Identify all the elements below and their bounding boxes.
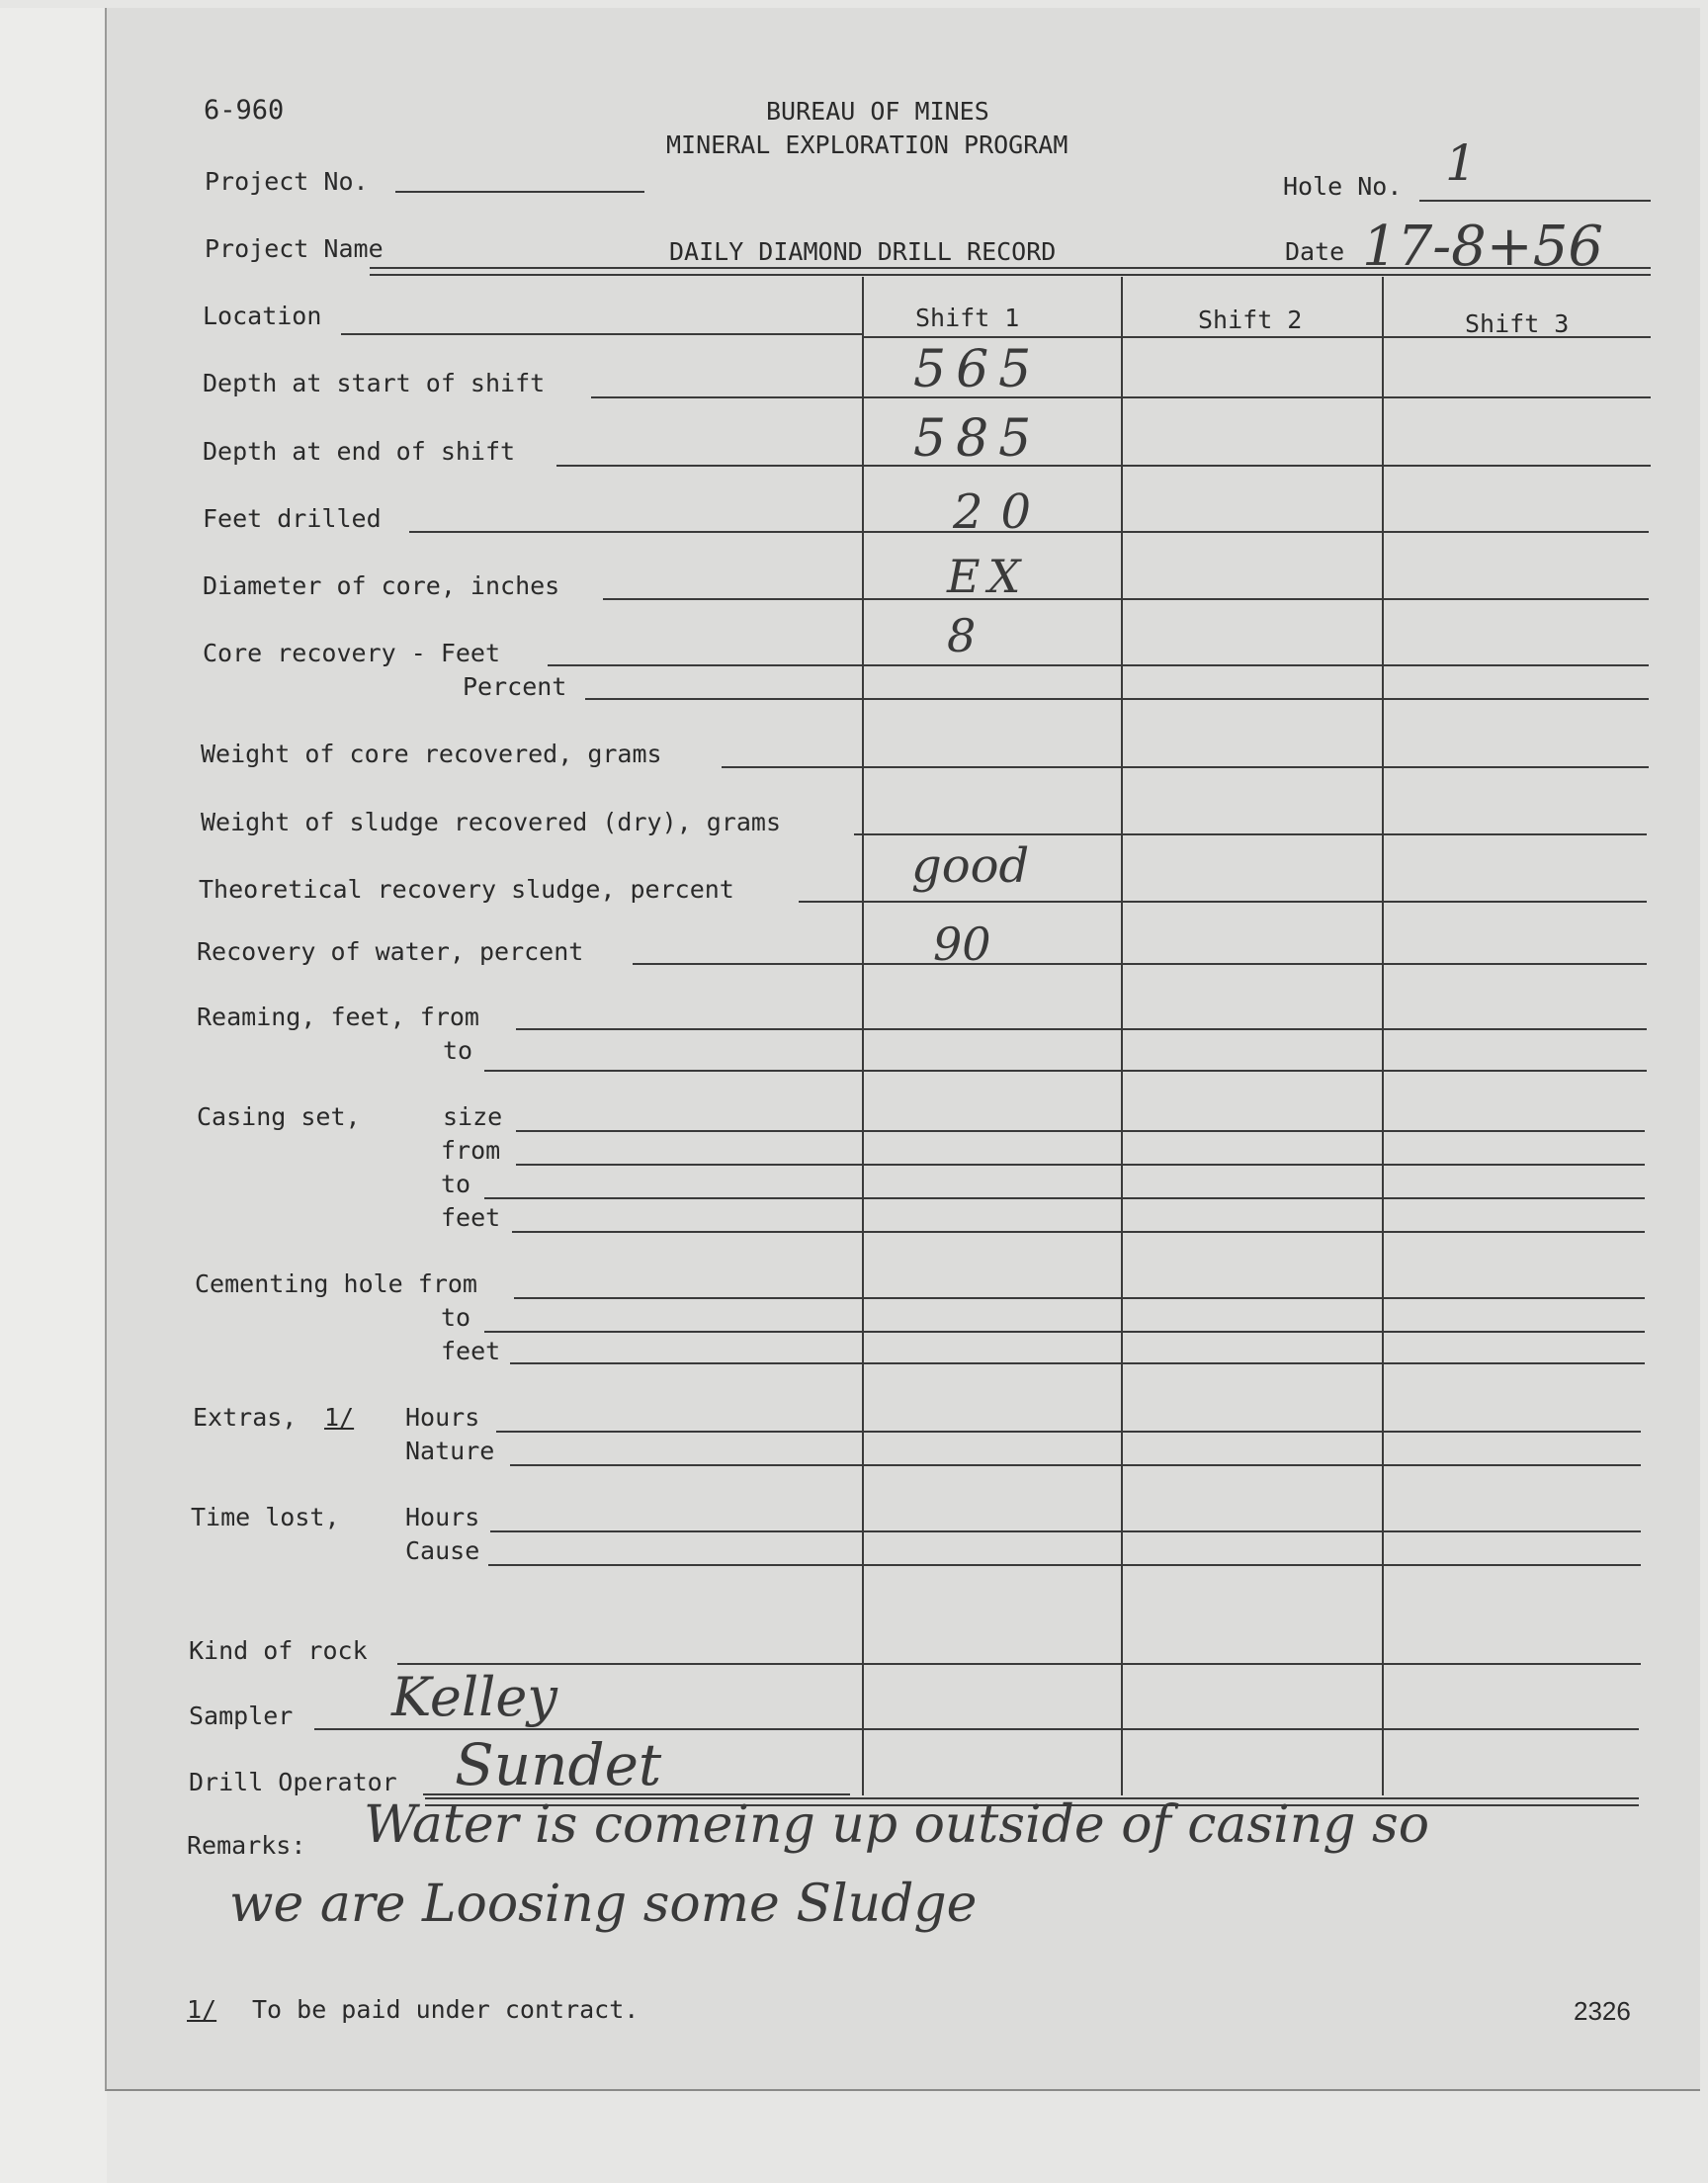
date-value: 17-8+56 [1362, 215, 1603, 279]
depth-start-label: Depth at start of shift [203, 369, 546, 397]
page-number: 2326 [1574, 1996, 1631, 2026]
depth-start-row-line [591, 396, 1651, 398]
date-label: Date [1285, 237, 1345, 266]
diameter-row-line [603, 598, 1649, 600]
time-lost-hours-row-line [490, 1530, 1641, 1532]
time-lost-cause-row-line [488, 1564, 1641, 1566]
remarks-line-1: Water is comeing up outside of casing so [364, 1795, 1430, 1855]
extras-hours-row-line [496, 1431, 1641, 1433]
theoretical-sludge-label: Theoretical recovery sludge, percent [199, 875, 734, 904]
shift1-depth-end: 585 [913, 409, 1042, 469]
weight-core-label: Weight of core recovered, grams [201, 740, 662, 768]
casing-to-label: to [441, 1170, 471, 1198]
extras-nature-label: Nature [405, 1437, 495, 1465]
cementing-to-label: to [441, 1303, 471, 1332]
reaming-from-row-line [516, 1028, 1647, 1030]
shift1-feet-drilled: 20 [953, 484, 1050, 540]
column-divider-3 [1382, 277, 1384, 1795]
recovery-water-label: Recovery of water, percent [197, 937, 584, 966]
cementing-from-row-line [514, 1297, 1645, 1299]
depth-end-row-line [556, 465, 1651, 467]
time-lost-hours-label: Hours [405, 1503, 480, 1531]
reaming-to-label: to [443, 1036, 473, 1065]
project-name-label: Project Name [205, 234, 384, 263]
remarks-line-2: we are Loosing some Sludge [229, 1875, 978, 1934]
time-lost-label: Time lost, [191, 1503, 340, 1531]
drill-operator-label: Drill Operator [189, 1768, 397, 1796]
scan-margin [0, 8, 107, 2183]
project-no-label: Project No. [205, 167, 369, 196]
casing-feet-row-line [512, 1231, 1645, 1233]
shift-3-header: Shift 3 [1465, 309, 1570, 338]
header-rule [370, 267, 1651, 276]
extras-nature-row-line [510, 1464, 1641, 1466]
casing-size-label: size [443, 1102, 503, 1131]
footnote-text: To be paid under contract. [252, 1995, 640, 2024]
shift1-recovery-water: 90 [933, 917, 991, 971]
cementing-to-row-line [484, 1331, 1645, 1333]
sampler-row-line [314, 1728, 1639, 1730]
feet-drilled-label: Feet drilled [203, 504, 382, 533]
reaming-label: Reaming, feet, from [197, 1003, 479, 1031]
column-divider-2 [1121, 277, 1123, 1795]
casing-size-row-line [516, 1130, 1645, 1132]
casing-label: Casing set, [197, 1102, 361, 1131]
casing-from-row-line [516, 1164, 1645, 1166]
column-divider-1 [862, 277, 864, 1795]
hole-no-label: Hole No. [1283, 172, 1403, 201]
kind-of-rock-label: Kind of rock [189, 1636, 368, 1665]
kind-of-rock-row-line [397, 1663, 1641, 1665]
extras-hours-label: Hours [405, 1403, 480, 1432]
hole-no-field[interactable] [1419, 200, 1651, 202]
cementing-feet-row-line [510, 1362, 1645, 1364]
location-label: Location [203, 302, 322, 330]
sampler-label: Sampler [189, 1702, 294, 1730]
weight-core-row-line [722, 766, 1649, 768]
shift1-core-recovery-feet: 8 [947, 609, 977, 662]
shift-2-header: Shift 2 [1198, 306, 1303, 334]
hole-no-value: 1 [1445, 134, 1477, 192]
core-recovery-percent-label: Percent [463, 672, 567, 701]
location-field[interactable] [341, 333, 862, 335]
record-title: DAILY DIAMOND DRILL RECORD [669, 237, 1057, 266]
shift1-depth-start: 565 [913, 340, 1042, 399]
core-recovery-feet-label: Core recovery - Feet [203, 639, 501, 667]
remarks-label: Remarks: [187, 1831, 306, 1860]
casing-to-row-line [484, 1197, 1645, 1199]
recovery-water-row-line [633, 963, 1647, 965]
time-lost-cause-label: Cause [405, 1536, 480, 1565]
cementing-label: Cementing hole from [195, 1269, 477, 1298]
agency-title: BUREAU OF MINES [766, 97, 989, 126]
core-recovery-feet-row-line [548, 664, 1649, 666]
reaming-to-row-line [484, 1070, 1647, 1072]
core-recovery-percent-row-line [585, 698, 1649, 700]
shift1-diameter: EX [947, 550, 1029, 603]
extras-footnote-marker: 1/ [324, 1403, 355, 1432]
extras-label: Extras, [193, 1403, 298, 1432]
drill-operator-signature: Sundet [455, 1731, 662, 1798]
sampler-signature: Kelley [391, 1666, 557, 1728]
weight-sludge-label: Weight of sludge recovered (dry), grams [201, 808, 781, 836]
casing-feet-label: feet [441, 1203, 501, 1232]
footnote-marker: 1/ [187, 1995, 217, 2024]
form-number: 6-960 [204, 95, 285, 126]
program-title: MINERAL EXPLORATION PROGRAM [666, 131, 1068, 159]
shift1-theoretical-sludge: good [911, 838, 1030, 894]
shift-1-header: Shift 1 [915, 304, 1020, 332]
theoretical-sludge-row-line [799, 901, 1647, 903]
weight-sludge-row-line [854, 833, 1647, 835]
shift-header-rule [862, 336, 1651, 338]
diameter-label: Diameter of core, inches [203, 571, 560, 600]
cementing-feet-label: feet [441, 1337, 501, 1365]
depth-end-label: Depth at end of shift [203, 437, 516, 466]
project-no-field[interactable] [395, 191, 644, 193]
casing-from-label: from [441, 1136, 501, 1165]
